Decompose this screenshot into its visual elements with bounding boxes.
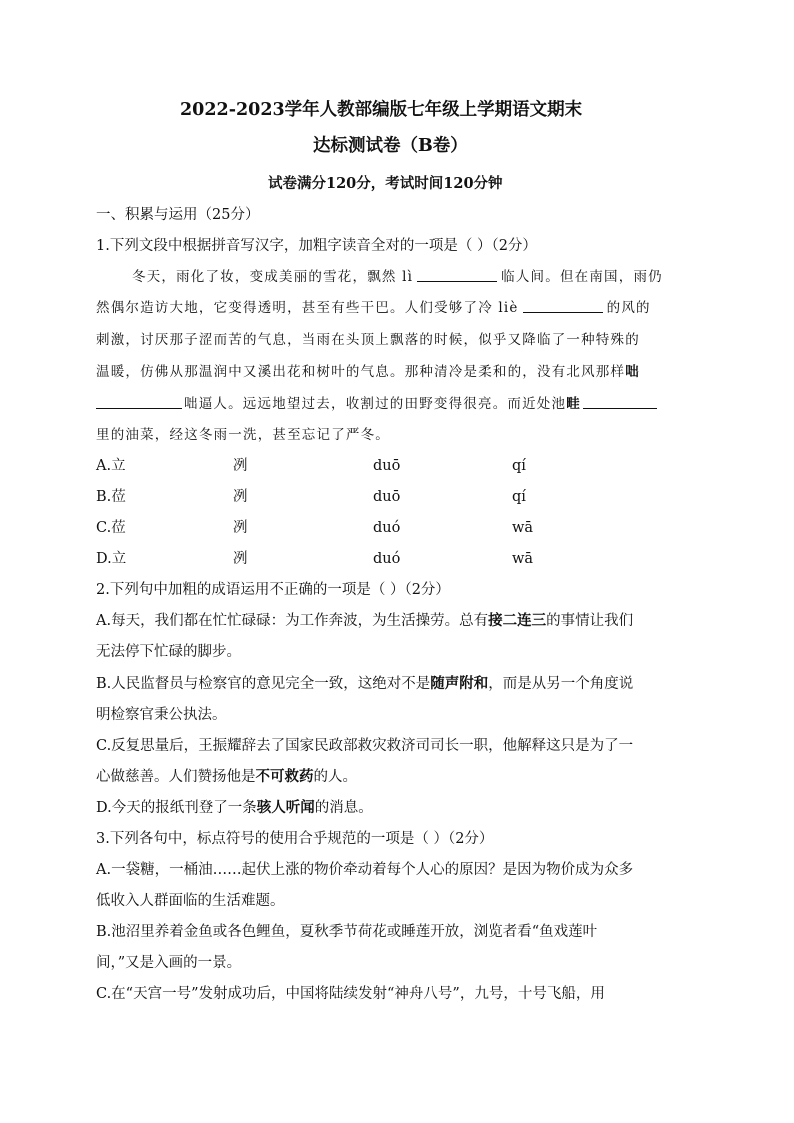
- option-label: B.莅: [96, 489, 126, 505]
- option-label: D.立: [96, 551, 127, 567]
- q2-option-c-line1: C.反复思量后，王振耀辞去了国家民政部救灾救济司司长一职，他解释这只是为了一: [96, 738, 634, 754]
- option-col-2: 冽: [233, 520, 248, 536]
- option-text: 心做慈善。人们赞扬他是: [96, 769, 256, 785]
- exam-subtitle: 试卷满分120分，考试时间120分钟: [268, 175, 503, 192]
- option-col-3: duó: [373, 551, 401, 567]
- option-col-2: 冽: [233, 551, 248, 567]
- option-col-2: 冽: [233, 489, 248, 505]
- bold-char: 咄: [625, 364, 640, 380]
- option-col-3: duó: [373, 520, 401, 536]
- q3-option-b-line2: 间，”又是入画的一景。: [96, 955, 242, 971]
- bold-char: 畦: [566, 396, 581, 412]
- option-col-4: wā: [512, 520, 534, 536]
- option-text: D.今天的报纸刊登了一条: [96, 800, 257, 816]
- bold-idiom: 骇人听闻: [256, 799, 315, 816]
- passage-line-5: [96, 394, 657, 414]
- option-text: 的消息。: [314, 800, 373, 816]
- q3-option-c-line1: C.在“天宫一号”发射成功后，中国将陆续发射“神舟八号”，九号，十号飞船，用: [96, 986, 605, 1002]
- q2-option-a-line2: 无法停下忙碌的脚步。: [96, 644, 241, 660]
- q2-option-a-line1: [96, 611, 633, 631]
- q2-option-b-line1: [96, 674, 633, 694]
- q2-option-b-line2: 明检察官秉公执法。: [96, 707, 227, 723]
- option-col-4: wā: [512, 551, 534, 567]
- passage-line-6: 里的油菜，经这冬雨一洗，甚至忘记了严冬。: [96, 427, 390, 443]
- section-heading: 一、积累与运用（25分）: [96, 207, 260, 223]
- option-col-3: duō: [373, 458, 401, 474]
- passage-line-1: [132, 267, 663, 287]
- option-text: 的人。: [313, 769, 357, 785]
- q3-option-a-line1: A.一袋糖，一桶油……起伏上涨的物价牵动着每个人心的原因？是因为物价成为众多: [96, 862, 634, 878]
- passage-line-2: [96, 298, 651, 318]
- passage-text: 温暖，仿佛从那温润中又溪出花和树叶的气息。那种清冷是柔和的，没有北风那样: [96, 364, 626, 380]
- answer-blank: [523, 298, 603, 313]
- q3-option-b-line1: B.池沼里养着金鱼或各色鲤鱼，夏秋季节荷花或睡莲开放，浏览者看“鱼戏莲叶: [96, 924, 598, 940]
- answer-blank: [96, 394, 182, 409]
- option-label: A.立: [96, 458, 126, 474]
- passage-line-4: [96, 362, 640, 382]
- option-col-3: duō: [373, 489, 401, 505]
- answer-blank: [417, 267, 497, 282]
- q2-option-c-line2: [96, 767, 357, 787]
- option-label: C.莅: [96, 520, 126, 536]
- option-col-4: qí: [512, 458, 526, 474]
- q3-option-a-line2: 低收入人群面临的生活难题。: [96, 893, 285, 909]
- bold-idiom: 不可救药: [255, 768, 314, 785]
- bold-idiom: 接二连三: [488, 612, 547, 629]
- passage-text: 的风的: [606, 300, 651, 316]
- option-text: 的事情让我们: [546, 613, 634, 629]
- passage-text: 咄逼人。远远地望过去，收割过的田野变得很亮。而近处池: [184, 396, 567, 412]
- passage-text: 然偶尔造访大地，它变得透明，甚至有些干巴。人们受够了冷 liè: [96, 300, 519, 316]
- answer-blank: [583, 394, 657, 409]
- question-3-stem: 3.下列各句中，标点符号的使用合乎规范的一项是（ ）（2分）: [96, 831, 494, 847]
- passage-text: 冬天，雨化了妆，变成美丽的雪花，飘然 lì: [132, 269, 414, 285]
- q2-option-d-line1: [96, 798, 373, 818]
- bold-idiom: 随声附和: [430, 675, 489, 692]
- passage-text: 临人间。但在南国，雨仍: [501, 269, 663, 285]
- question-2-stem: 2.下列句中加粗的成语运用不正确的一项是（ ）（2分）: [96, 582, 450, 598]
- question-1-stem: 1.下列文段中根据拼音写汉字，加粗字读音全对的一项是（ ）（2分）: [96, 238, 537, 254]
- option-col-2: 冽: [233, 458, 248, 474]
- option-text: ，而是从另一个角度说: [488, 676, 634, 692]
- exam-title-line1: 2022-2023学年人教部编版七年级上学期语文期末: [180, 100, 583, 120]
- passage-line-3: 刺激，讨厌那子涩而苦的气息，当雨在头顶上飘落的时候，似乎又降临了一种特殊的: [96, 332, 640, 348]
- option-text: B.人民监督员与检察官的意见完全一致，这绝对不是: [96, 676, 431, 692]
- exam-title-line2: 达标测试卷（B卷）: [313, 136, 468, 156]
- option-col-4: qí: [512, 489, 526, 505]
- option-text: A.每天，我们都在忙忙碌碌：为工作奔波，为生活操劳。总有: [96, 613, 489, 629]
